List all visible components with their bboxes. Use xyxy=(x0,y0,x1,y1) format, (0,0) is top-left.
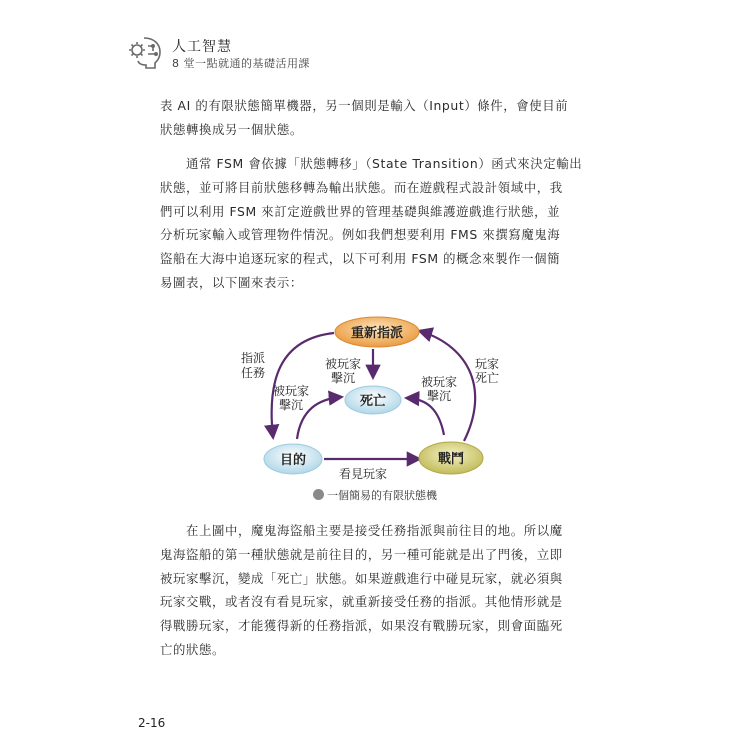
paragraph-line: 分析玩家輸入或管理物件情況。例如我們想要利用 FMS 來撰寫魔鬼海 xyxy=(160,227,561,243)
book-subtitle: 8 堂一點就通的基礎活用課 xyxy=(172,57,310,70)
state-dead xyxy=(345,386,401,414)
paragraph-line: 得戰勝玩家，才能獲得新的任務指派，如果沒有戰勝玩家，則會面臨死 xyxy=(160,618,563,634)
label-player-dead-line1: 玩家 xyxy=(474,357,500,371)
fsm-diagram xyxy=(239,311,503,481)
label-assign-line1: 指派 xyxy=(240,351,266,365)
state-dead-label: 死亡 xyxy=(359,394,387,409)
paragraph-line: 被玩家擊沉，變成「死亡」狀態。如果遊戲進行中碰見玩家，就必須與 xyxy=(160,570,563,586)
state-battle-label: 戰鬥 xyxy=(437,452,465,467)
state-target-label: 目的 xyxy=(279,453,307,468)
paragraph-line: 玩家交戰，或者沒有看見玩家，就重新接受任務的指派。其他情形就是 xyxy=(160,594,563,610)
running-header xyxy=(124,32,424,72)
label-sunk-right-line2: 擊沉 xyxy=(426,389,452,403)
paragraph-line: 狀態轉換成另一個狀態。 xyxy=(160,121,303,137)
gear-head-icon xyxy=(124,34,164,70)
label-sunk-top-line2: 擊沉 xyxy=(330,371,356,385)
label-sunk-right-line1: 被玩家 xyxy=(420,375,458,389)
state-battle xyxy=(419,442,483,474)
arrow-target-to-dead xyxy=(297,397,341,439)
paragraph-line: 鬼海盜船的第一種狀態就是前往目的，另一種可能就是出了門後，立即 xyxy=(160,546,563,562)
paragraph-line: 易圖表，以下圖來表示： xyxy=(160,274,303,290)
label-sunk-left-line2: 擊沉 xyxy=(278,398,304,412)
fsm-diagram-svg xyxy=(239,311,503,481)
state-reassign xyxy=(335,317,419,347)
figure-caption-text: 一個簡易的有限狀態機 xyxy=(327,489,437,502)
figure-bullet-icon xyxy=(313,489,324,500)
paragraph-line: 亡的狀態。 xyxy=(160,641,225,657)
label-sunk-left-line1: 被玩家 xyxy=(272,384,310,398)
figure-caption xyxy=(0,487,750,503)
state-reassign-label: 重新指派 xyxy=(350,326,404,341)
label-see-player: 看見玩家 xyxy=(338,467,388,481)
paragraph-line: 狀態，並可將目前狀態移轉為輸出狀態。而在遊戲程式設計領域中，我 xyxy=(160,179,563,195)
paragraph-3 xyxy=(160,519,588,662)
label-player-dead-line2: 死亡 xyxy=(474,371,500,385)
paragraph-1 xyxy=(160,94,588,142)
paragraph-line: 表 AI 的有限狀態簡單機器，另一個則是輸入（Input）條件，會使目前 xyxy=(160,98,569,113)
state-target xyxy=(264,444,322,474)
paragraph-line: 們可以利用 FSM 來訂定遊戲世界的管理基礎與維護遊戲進行狀態，並 xyxy=(160,203,561,219)
paragraph-2 xyxy=(160,152,588,295)
arrow-battle-to-dead xyxy=(407,398,444,435)
paragraph-line: 在上圖中，魔鬼海盜船主要是接受任務指派與前往目的地。所以魔 xyxy=(186,523,563,538)
page-number: 2-16 xyxy=(138,716,166,730)
paragraph-line: 盜船在大海中追逐玩家的程式，以下可利用 FSM 的概念來製作一個簡 xyxy=(160,251,561,267)
paragraph-line: 通常 FSM 會依據「狀態轉移」（State Transition）函式來決定輸出 xyxy=(186,156,583,171)
label-assign-line2: 任務 xyxy=(240,366,266,380)
label-sunk-top-line1: 被玩家 xyxy=(324,357,362,371)
book-title: 人工智慧 xyxy=(172,39,232,55)
